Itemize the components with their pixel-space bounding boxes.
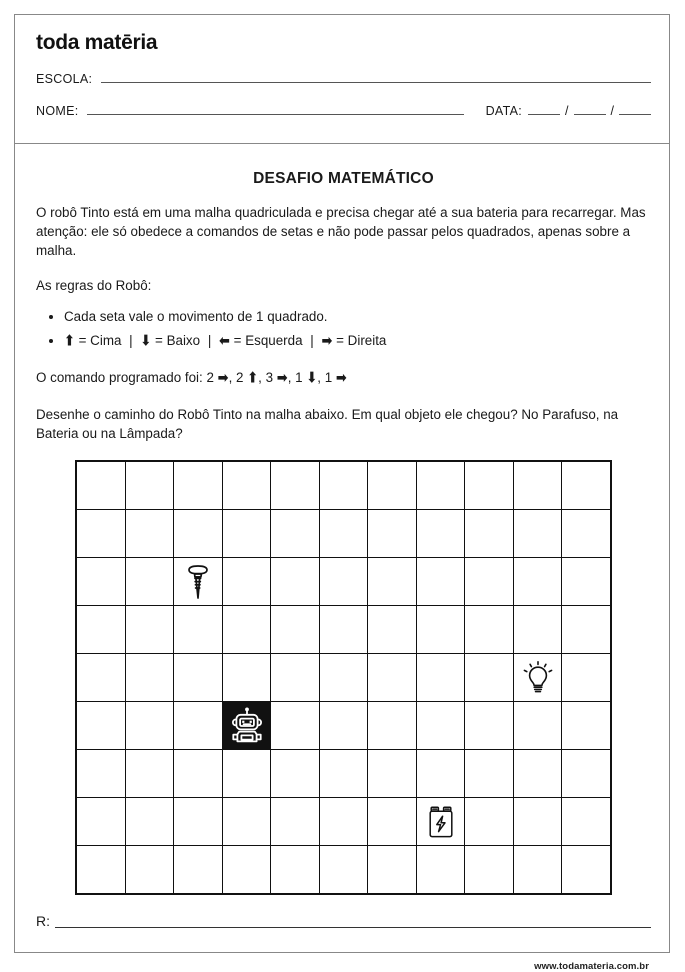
grid-cell-r3c5[interactable] [271, 558, 320, 606]
command-arrow-right-5: ➡ [335, 369, 347, 388]
grid-cell-r9c9[interactable] [465, 846, 514, 895]
grid-cell-r2c11[interactable] [562, 510, 611, 558]
grid-cell-r8c11[interactable] [562, 798, 611, 846]
grid-cell-r8c10[interactable] [513, 798, 562, 846]
page-title: DESAFIO MATEMÁTICO [253, 170, 434, 187]
command-comma-1: , [228, 370, 233, 385]
name-field-row [36, 103, 651, 118]
grid-cell-r2c2[interactable] [125, 510, 174, 558]
grid-cell-r4c1[interactable] [76, 606, 125, 654]
grid-cell-r9c2[interactable] [125, 846, 174, 895]
grid-cell-r4c11[interactable] [562, 606, 611, 654]
grid-cell-r6c4-robot-start[interactable] [222, 702, 271, 750]
command-count-1: 2 [206, 370, 214, 385]
command-count-3: 3 [265, 370, 274, 385]
legend-divider-2: | [207, 333, 212, 348]
answer-row [36, 914, 651, 928]
footer-website: www.todamateria.com.br [534, 961, 649, 972]
rule-item-arrow-legend [64, 329, 651, 354]
grid-cell-r3c2[interactable] [125, 558, 174, 606]
grid-cell-r2c7[interactable] [368, 510, 417, 558]
command-step-4 [295, 369, 325, 388]
grid-cell-r5c3[interactable] [174, 654, 223, 702]
grid-cell-r3c6[interactable] [319, 558, 368, 606]
grid-cell-r6c11[interactable] [562, 702, 611, 750]
arrow-left-icon: ⬅ [219, 332, 230, 351]
date-separator-1: / [565, 104, 569, 118]
legend-label-left: = Esquerda [233, 333, 303, 348]
command-arrow-down-4: ⬇ [306, 369, 318, 388]
grid-cell-r6c8[interactable] [416, 702, 465, 750]
grid-cell-r5c6[interactable] [319, 654, 368, 702]
grid-cell-r2c9[interactable] [465, 510, 514, 558]
grid-cell-r9c3[interactable] [174, 846, 223, 895]
lightbulb-icon [521, 661, 555, 695]
grid-cell-r7c11[interactable] [562, 750, 611, 798]
command-sequence [36, 368, 651, 388]
grid-cell-r6c2[interactable] [125, 702, 174, 750]
answer-input-line[interactable] [55, 923, 651, 928]
question-paragraph: Desenhe o caminho do Robô Tinto na malha abaixo. Em qual objeto ele chegou? No Parafuso, na Bateria ou na Lâmpada? [36, 407, 619, 441]
grid-cell-r7c10[interactable] [513, 750, 562, 798]
command-comma-4: , [317, 370, 321, 385]
grid-cell-r3c3[interactable] [174, 558, 223, 606]
command-arrow-right-1: ➡ [217, 369, 229, 388]
grid-row [76, 606, 611, 654]
grid-cell-r5c5[interactable] [271, 654, 320, 702]
grid-cell-r5c8[interactable] [416, 654, 465, 702]
grid-cell-r9c7[interactable] [368, 846, 417, 895]
rule-item-step-value [64, 305, 651, 329]
grid-row [76, 846, 611, 895]
grid-cell-r6c6[interactable] [319, 702, 368, 750]
grid-cell-r7c1[interactable] [76, 750, 125, 798]
grid-cell-r9c10[interactable] [513, 846, 562, 895]
grid-cell-r1c2[interactable] [125, 461, 174, 510]
grid-cell-r6c5[interactable] [271, 702, 320, 750]
grid-cell-r3c4[interactable] [222, 558, 271, 606]
grid-cell-r8c1[interactable] [76, 798, 125, 846]
command-step-3 [265, 369, 296, 388]
grid-cell-r1c8[interactable] [416, 461, 465, 510]
grid-cell-r8c7[interactable] [368, 798, 417, 846]
grid-cell-r3c8[interactable] [416, 558, 465, 606]
grid-cell-r7c8[interactable] [416, 750, 465, 798]
grid-cell-r7c5[interactable] [271, 750, 320, 798]
grid-row [76, 750, 611, 798]
command-count-5: 1 [324, 370, 333, 385]
school-label: ESCOLA: [36, 72, 93, 86]
arrow-right-icon: ➡ [321, 332, 333, 351]
grid-cell-r8c8[interactable] [416, 798, 465, 846]
date-field-group [486, 103, 651, 118]
grid-cell-r2c10[interactable] [513, 510, 562, 558]
robot-icon [226, 705, 268, 747]
grid-cell-r7c9[interactable] [465, 750, 514, 798]
grid-row [76, 510, 611, 558]
grid-cell-r9c8[interactable] [416, 846, 465, 895]
grid-cell-r6c10[interactable] [513, 702, 562, 750]
grid-cell-r6c7[interactable] [368, 702, 417, 750]
worksheet-header [15, 15, 669, 144]
grid-cell-r2c8[interactable] [416, 510, 465, 558]
worksheet-page [14, 14, 670, 972]
date-separator-2: / [610, 104, 614, 118]
grid-cell-r9c5[interactable] [271, 846, 320, 895]
answer-label: R: [36, 913, 50, 929]
command-step-2 [236, 369, 266, 388]
grid-row [76, 654, 611, 702]
grid-cell-r8c3[interactable] [174, 798, 223, 846]
grid-cell-r4c8[interactable] [416, 606, 465, 654]
intro-paragraph: O robô Tinto está em uma malha quadriculada e precisa chegar até a sua bateria para recarregar. Mas atenção: ele só obedece a comandos de setas e não pode passar pelos quadrados, apenas sobre a malha. [36, 205, 646, 258]
grid-cell-r1c1[interactable] [76, 461, 125, 510]
grid-cell-r2c3[interactable] [174, 510, 223, 558]
command-arrow-right-3: ➡ [276, 369, 288, 388]
worksheet-body [15, 170, 669, 972]
grid-cell-r8c2[interactable] [125, 798, 174, 846]
legend-divider-3: | [310, 333, 314, 348]
date-day-input[interactable] [528, 103, 560, 115]
command-count-4: 1 [295, 370, 303, 385]
grid-cell-r8c4[interactable] [222, 798, 271, 846]
grid-cell-r1c4[interactable] [222, 461, 271, 510]
grid-cell-r5c11[interactable] [562, 654, 611, 702]
rules-list [36, 305, 651, 354]
grid-cell-r6c9[interactable] [465, 702, 514, 750]
grid-cell-r6c1[interactable] [76, 702, 125, 750]
rule-text: Cada seta vale o movimento de 1 quadrado. [64, 309, 328, 324]
rules-heading: As regras do Robô: [36, 278, 152, 293]
legend-label-up: = Cima [78, 333, 122, 348]
grid-cell-r2c6[interactable] [319, 510, 368, 558]
battery-icon [427, 805, 455, 839]
command-step-1 [206, 369, 236, 388]
name-input-line[interactable] [87, 103, 463, 115]
grid-cell-r8c5[interactable] [271, 798, 320, 846]
grid-cell-r4c2[interactable] [125, 606, 174, 654]
grid-cell-r4c5[interactable] [271, 606, 320, 654]
grid-cell-r5c10[interactable] [513, 654, 562, 702]
arrow-up-icon: ⬆ [64, 332, 75, 351]
grid-cell-r9c1[interactable] [76, 846, 125, 895]
grid-cell-r7c6[interactable] [319, 750, 368, 798]
grid-cell-r7c7[interactable] [368, 750, 417, 798]
grid-cell-r1c5[interactable] [271, 461, 320, 510]
grid-cell-r2c4[interactable] [222, 510, 271, 558]
brand-logo: toda matēria [36, 31, 158, 54]
grid-cell-r4c4[interactable] [222, 606, 271, 654]
name-label: NOME: [36, 104, 79, 118]
arrow-down-icon: ⬇ [140, 332, 152, 351]
grid-cell-r3c11[interactable] [562, 558, 611, 606]
grid-cell-r1c9[interactable] [465, 461, 514, 510]
command-count-2: 2 [236, 370, 244, 385]
legend-label-right: = Direita [336, 333, 387, 348]
grid-cell-r9c4[interactable] [222, 846, 271, 895]
grid-cell-r8c6[interactable] [319, 798, 368, 846]
grid-cell-r4c9[interactable] [465, 606, 514, 654]
grid-cell-r1c6[interactable] [319, 461, 368, 510]
grid-cell-r9c6[interactable] [319, 846, 368, 895]
robot-grid[interactable] [75, 460, 612, 895]
grid-row [76, 461, 611, 510]
grid-row [76, 558, 611, 606]
grid-cell-r5c9[interactable] [465, 654, 514, 702]
command-label: O comando programado foi: [36, 370, 203, 385]
grid-cell-r3c9[interactable] [465, 558, 514, 606]
grid-cell-r7c2[interactable] [125, 750, 174, 798]
date-month-input[interactable] [574, 103, 606, 115]
robot-grid-container [36, 460, 651, 895]
grid-cell-r5c2[interactable] [125, 654, 174, 702]
grid-cell-r6c3[interactable] [174, 702, 223, 750]
screw-icon [185, 564, 211, 600]
school-input-line[interactable] [101, 71, 651, 83]
grid-cell-r3c1[interactable] [76, 558, 125, 606]
grid-cell-r5c4[interactable] [222, 654, 271, 702]
grid-cell-r1c11[interactable] [562, 461, 611, 510]
command-step-5 [324, 369, 347, 388]
grid-cell-r5c1[interactable] [76, 654, 125, 702]
grid-cell-r4c3[interactable] [174, 606, 223, 654]
legend-divider-1: | [129, 333, 133, 348]
grid-cell-r8c9[interactable] [465, 798, 514, 846]
grid-row [76, 798, 611, 846]
grid-cell-r2c5[interactable] [271, 510, 320, 558]
date-label: DATA: [485, 104, 523, 118]
grid-cell-r3c7[interactable] [368, 558, 417, 606]
grid-row [76, 702, 611, 750]
grid-cell-r9c11[interactable] [562, 846, 611, 895]
grid-cell-r4c6[interactable] [319, 606, 368, 654]
command-arrow-up-2: ⬆ [247, 369, 259, 388]
grid-cell-r5c7[interactable] [368, 654, 417, 702]
grid-cell-r1c10[interactable] [513, 461, 562, 510]
grid-cell-r4c10[interactable] [513, 606, 562, 654]
grid-cell-r7c4[interactable] [222, 750, 271, 798]
grid-cell-r7c3[interactable] [174, 750, 223, 798]
legend-label-down: = Baixo [155, 333, 201, 348]
grid-cell-r1c3[interactable] [174, 461, 223, 510]
grid-cell-r1c7[interactable] [368, 461, 417, 510]
grid-cell-r2c1[interactable] [76, 510, 125, 558]
school-field-row [36, 71, 651, 86]
grid-cell-r3c10[interactable] [513, 558, 562, 606]
command-comma-3: , [287, 370, 292, 385]
date-year-input[interactable] [619, 103, 651, 115]
grid-cell-r4c7[interactable] [368, 606, 417, 654]
command-comma-2: , [258, 370, 262, 385]
